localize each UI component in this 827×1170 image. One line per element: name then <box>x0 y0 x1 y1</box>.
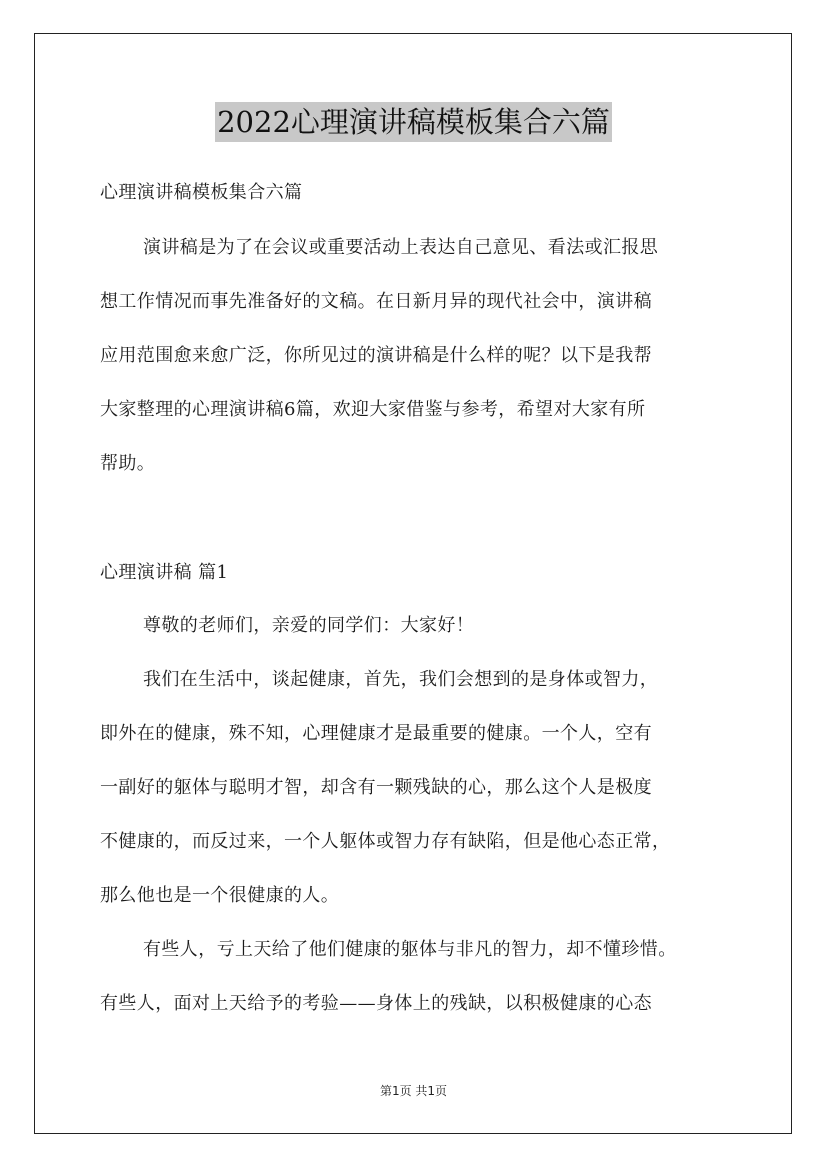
title-container <box>0 102 827 142</box>
paragraph-line: 不健康的，而反过来，一个人躯体或智力存有缺陷，但是他心态正常， <box>100 831 671 852</box>
section-heading: 心理演讲稿 篇1 <box>100 562 229 583</box>
paragraph-line: 那么他也是一个很健康的人。 <box>100 885 340 906</box>
paragraph-line: 一副好的躯体与聪明才智，却含有一颗残缺的心，那么这个人是极度 <box>100 777 652 798</box>
document-title: 2022心理演讲稿模板集合六篇 <box>215 102 612 142</box>
intro-line: 帮助。 <box>100 453 156 474</box>
greeting: 尊敬的老师们，亲爱的同学们：大家好！ <box>143 615 475 636</box>
document-subtitle: 心理演讲稿模板集合六篇 <box>100 182 303 203</box>
intro-line: 应用范围愈来愈广泛，你所见过的演讲稿是什么样的呢？以下是我帮 <box>100 345 652 366</box>
paragraph-line: 有些人，亏上天给了他们健康的躯体与非凡的智力，却不懂珍惜。 <box>143 939 677 960</box>
intro-line: 演讲稿是为了在会议或重要活动上表达自己意见、看法或汇报思 <box>143 237 659 258</box>
intro-line: 大家整理的心理演讲稿6篇，欢迎大家借鉴与参考，希望对大家有所 <box>100 399 646 420</box>
page-footer: 第1页 共1页 <box>379 1084 448 1098</box>
intro-line: 想工作情况而事先准备好的文稿。在日新月异的现代社会中，演讲稿 <box>100 291 652 312</box>
paragraph-line: 即外在的健康，殊不知，心理健康才是最重要的健康。一个人，空有 <box>100 723 652 744</box>
paragraph-line: 有些人，面对上天给予的考验——身体上的残缺，以积极健康的心态 <box>100 993 652 1014</box>
paragraph-line: 我们在生活中，谈起健康，首先，我们会想到的是身体或智力， <box>143 669 659 690</box>
